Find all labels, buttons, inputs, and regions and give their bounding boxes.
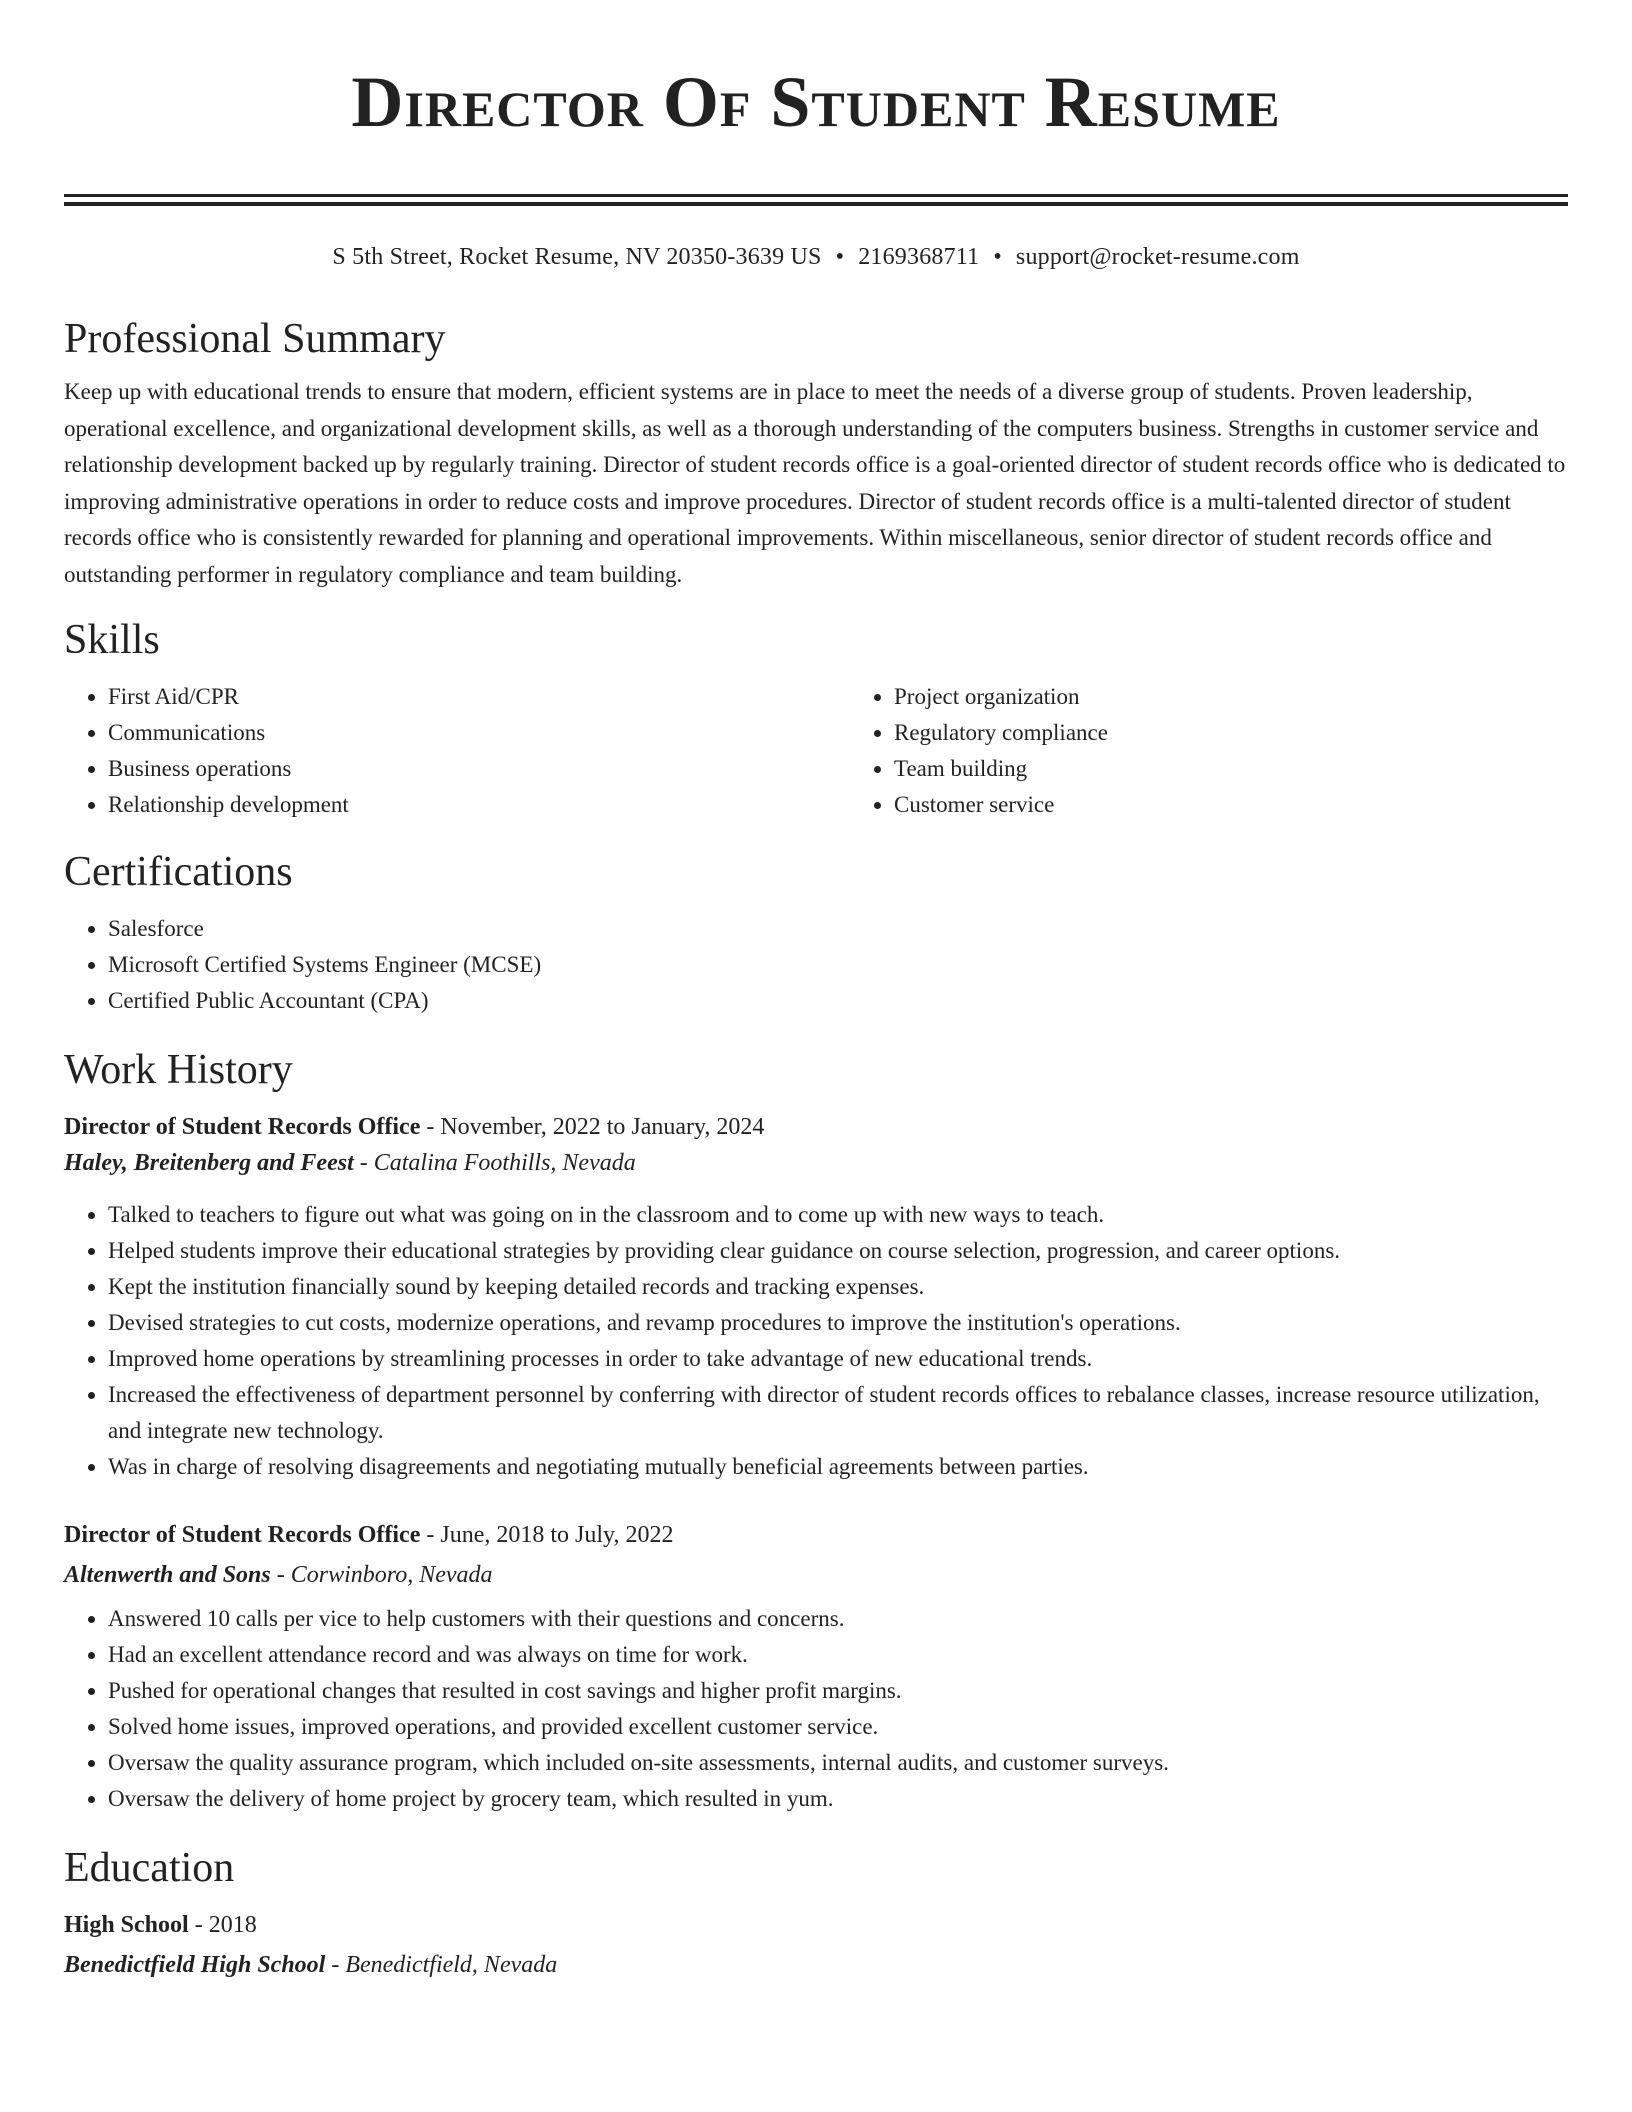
job-bullet: • Solved home issues, improved operations, and provided excellent customer service. bbox=[108, 1709, 1568, 1745]
education-year: - 2018 bbox=[188, 1912, 257, 1938]
job-dates: - June, 2018 to July, 2022 bbox=[420, 1522, 674, 1548]
job-dates: - November, 2022 to January, 2024 bbox=[420, 1114, 765, 1140]
education-school: Benedictfield High School bbox=[64, 1952, 326, 1978]
job-bullet: • Was in charge of resolving disagreements and negotiating mutually beneficial agreements between parties. bbox=[108, 1449, 1568, 1485]
skills-list-right bbox=[850, 679, 1632, 823]
job-bullet: • Helped students improve their educational strategies by providing clear guidance on course selection, progression, and career options. bbox=[108, 1233, 1568, 1269]
certifications-list bbox=[64, 911, 1568, 1019]
job-bullet: • Improved home operations by streamlining processes in order to take advantage of new educational trends. bbox=[108, 1341, 1568, 1377]
education-location: - Benedictfield, Nevada bbox=[325, 1952, 558, 1978]
work-history-heading: Work History bbox=[64, 1047, 293, 1093]
skill-item: • Regulatory compliance bbox=[894, 715, 1632, 751]
job-title-line bbox=[64, 1517, 1568, 1553]
certification-item: • Microsoft Certified Systems Engineer (MCSE) bbox=[108, 947, 1568, 983]
skills-columns bbox=[64, 679, 1568, 823]
job-company: Altenwerth and Sons bbox=[64, 1562, 271, 1588]
resume-title: Director Of Student Resume bbox=[351, 62, 1281, 142]
job-bullets bbox=[64, 1601, 1568, 1817]
skill-item: • Business operations bbox=[108, 751, 850, 787]
contact-line bbox=[64, 242, 1568, 272]
skill-item: • Team building bbox=[894, 751, 1632, 787]
title-rule-thick bbox=[64, 202, 1568, 206]
summary-heading: Professional Summary bbox=[64, 316, 446, 362]
education-school-line bbox=[64, 1947, 1568, 1983]
job-company-line bbox=[64, 1145, 1568, 1181]
skills-list-left bbox=[64, 679, 850, 823]
job-bullets bbox=[64, 1197, 1568, 1485]
job-entry bbox=[64, 1517, 1568, 1817]
summary-text: Keep up with educational trends to ensure that modern, efficient systems are in place to meet the needs of a diverse group of students. Proven leadership, operational excellence, and organizational development skills, as well as a thorough understanding of the computers business. Strengths in customer service and relationship development backed up by regularly training. Director of student records office is a goal-oriented director of student records office who is dedicated to improving administrative operations in order to reduce costs and improve procedures. Director of student records office is a multi-talented director of student records office who is consistently rewarded for planning and operational improvements. Within miscellaneous, senior director of student records office and outstanding performer in regulatory compliance and team building. bbox=[64, 379, 1566, 587]
contact-separator: • bbox=[993, 244, 1002, 270]
job-bullet: • Answered 10 calls per vice to help customers with their questions and concerns. bbox=[108, 1601, 1568, 1637]
job-company-line bbox=[64, 1557, 1568, 1593]
skill-item: • Customer service bbox=[894, 787, 1632, 823]
job-bullet: • Increased the effectiveness of department personnel by conferring with director of student records offices to rebalance classes, increase resource utilization, and integrate new technology. bbox=[108, 1377, 1568, 1449]
job-title: Director of Student Records Office bbox=[64, 1114, 421, 1140]
contact-address: S 5th Street, Rocket Resume, NV 20350-3639 US bbox=[332, 244, 822, 270]
title-rule-thin bbox=[64, 194, 1568, 197]
education-entry bbox=[64, 1907, 1568, 1983]
skill-item: • Project organization bbox=[894, 679, 1632, 715]
education-heading: Education bbox=[64, 1845, 235, 1891]
job-bullet: • Kept the institution financially sound by keeping detailed records and tracking expenses. bbox=[108, 1269, 1568, 1305]
certification-item: • Certified Public Accountant (CPA) bbox=[108, 983, 1568, 1019]
job-title-line bbox=[64, 1109, 1568, 1145]
job-bullet: • Talked to teachers to figure out what was going on in the classroom and to come up with new ways to teach. bbox=[108, 1197, 1568, 1233]
job-bullet: • Oversaw the quality assurance program, which included on-site assessments, internal audits, and customer surveys. bbox=[108, 1745, 1568, 1781]
contact-email[interactable]: support@rocket-resume.com bbox=[1015, 244, 1300, 270]
job-bullet: • Oversaw the delivery of home project by grocery team, which resulted in yum. bbox=[108, 1781, 1568, 1817]
job-bullet: • Devised strategies to cut costs, modernize operations, and revamp procedures to improve the institution's operations. bbox=[108, 1305, 1568, 1341]
education-degree-line bbox=[64, 1907, 1568, 1943]
contact-separator: • bbox=[835, 244, 845, 270]
skill-item: • First Aid/CPR bbox=[108, 679, 850, 715]
job-bullet: • Pushed for operational changes that resulted in cost savings and higher profit margins. bbox=[108, 1673, 1568, 1709]
skills-heading: Skills bbox=[64, 617, 160, 663]
job-company: Haley, Breitenberg and Feest bbox=[64, 1150, 354, 1176]
certification-item: • Salesforce bbox=[108, 911, 1568, 947]
contact-phone: 2169368711 bbox=[858, 244, 980, 270]
certifications-heading: Certifications bbox=[64, 849, 293, 895]
skill-item: • Communications bbox=[108, 715, 850, 751]
job-title: Director of Student Records Office bbox=[64, 1522, 421, 1548]
job-bullet: • Had an excellent attendance record and was always on time for work. bbox=[108, 1637, 1568, 1673]
job-location: - Catalina Foothills, Nevada bbox=[353, 1150, 636, 1176]
education-degree: High School bbox=[64, 1912, 189, 1938]
job-location: - Corwinboro, Nevada bbox=[270, 1562, 493, 1588]
job-entry bbox=[64, 1109, 1568, 1485]
skill-item: • Relationship development bbox=[108, 787, 850, 823]
